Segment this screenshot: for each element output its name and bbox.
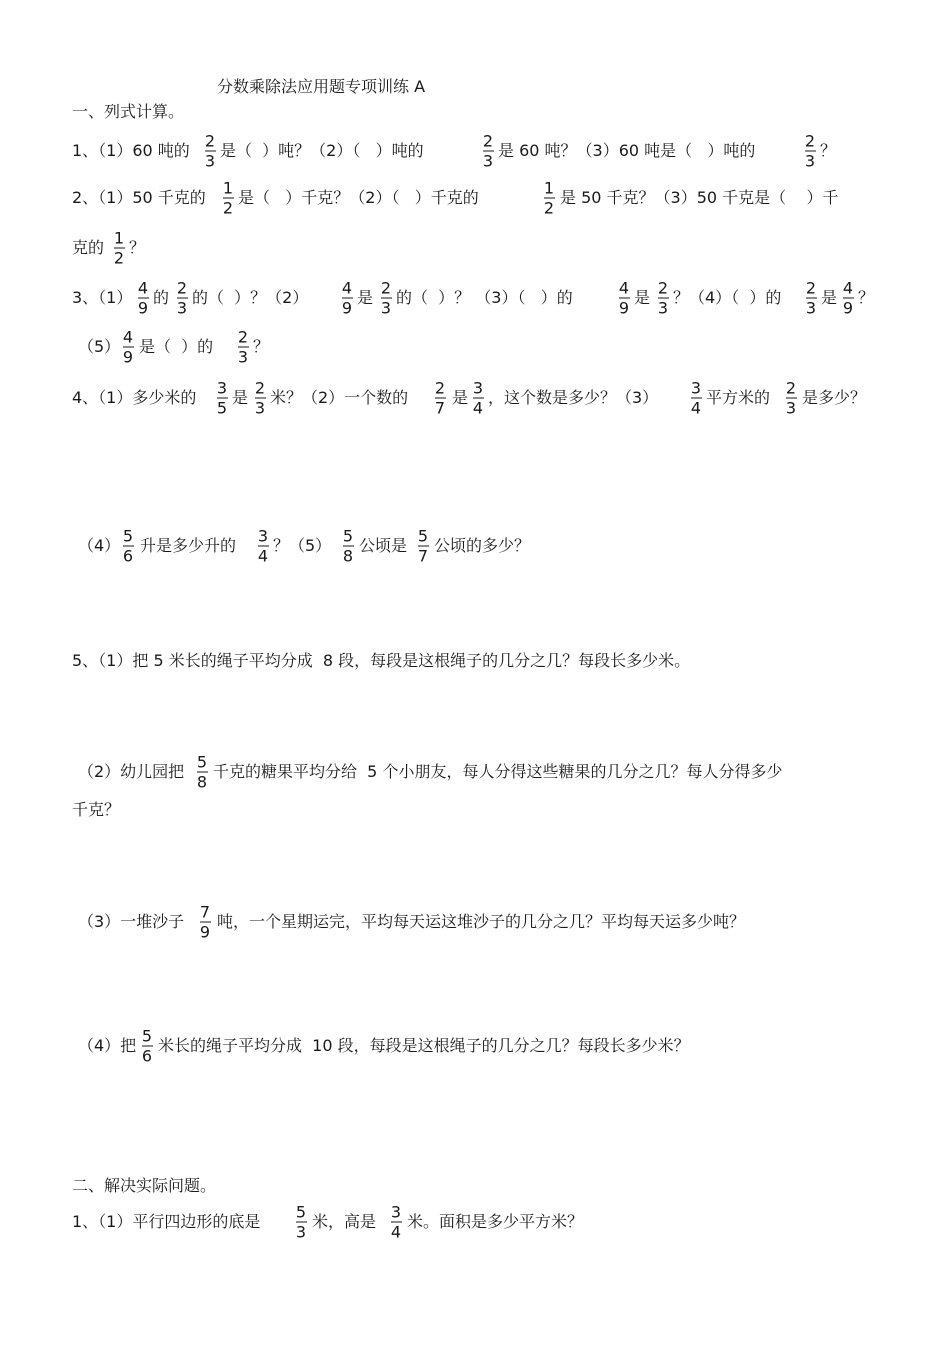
fraction-number: 9 xyxy=(122,347,134,367)
question-text: 是 60 吨？（3）60 吨是（ ）吨的 xyxy=(498,141,756,160)
question-text: ？（5） xyxy=(273,536,332,555)
fraction xyxy=(203,133,217,170)
fraction-number: 4 xyxy=(341,278,353,298)
question-text: 的（ ）？ （3）（ ）的 xyxy=(396,288,573,307)
question-text: 公顷的多少？ xyxy=(434,536,531,555)
question-text: 千克的糖果平均分给 5 个小朋友，每人分得这些糖果的几分之几？每人分得多少 xyxy=(213,762,783,781)
question-text: 米，高是 xyxy=(312,1212,377,1231)
fraction xyxy=(841,280,855,317)
fraction-number: 3 xyxy=(657,298,669,318)
question-text: 是（ ）千克？（2）（ ）千克的 xyxy=(238,188,479,207)
question-text: 米？（2）一个数的 xyxy=(270,388,409,407)
question-text: ？ xyxy=(253,337,270,356)
fraction-number: 8 xyxy=(342,546,354,566)
fraction xyxy=(471,380,485,417)
fraction xyxy=(542,180,556,217)
fraction-number: 4 xyxy=(618,278,630,298)
fraction-number: 3 xyxy=(472,378,484,398)
fraction-number: 2 xyxy=(204,131,216,151)
fraction-number: 1 xyxy=(222,178,234,198)
fraction-number: 3 xyxy=(804,151,816,171)
question-text: ？ xyxy=(129,238,146,257)
fraction xyxy=(215,380,229,417)
fraction-number: 2 xyxy=(434,378,446,398)
question-5-part-1 xyxy=(0,641,950,681)
problem-1 xyxy=(0,1202,950,1242)
fraction-number: 2 xyxy=(380,278,392,298)
fraction-number: 3 xyxy=(482,151,494,171)
fraction-number: 7 xyxy=(199,902,211,922)
fraction-number: 5 xyxy=(122,526,134,546)
fraction-number: 4 xyxy=(257,546,269,566)
fraction-number: 2 xyxy=(176,278,188,298)
fraction xyxy=(481,133,495,170)
question-text: 是 50 千克？（3）50 千克是（ ）千 xyxy=(560,188,839,207)
fraction xyxy=(198,904,212,941)
question-4 xyxy=(0,378,950,418)
section-heading: 一、列式计算。 xyxy=(72,102,185,121)
fraction-number: 3 xyxy=(380,298,392,318)
question-text: （2）幼儿园把 xyxy=(78,762,185,781)
question-text: （4）把 xyxy=(78,1036,137,1055)
fraction xyxy=(617,280,631,317)
question-text: 是 xyxy=(634,288,651,307)
question-text: 千克？ xyxy=(72,800,121,819)
question-text: ？（4）（ ）的 xyxy=(673,288,782,307)
fraction xyxy=(112,230,126,267)
question-1 xyxy=(0,131,950,171)
fraction xyxy=(689,380,703,417)
fraction xyxy=(656,280,670,317)
fraction-number: 5 xyxy=(216,398,228,418)
fraction-number: 2 xyxy=(222,198,234,218)
fraction-number: 5 xyxy=(196,752,208,772)
fraction xyxy=(253,380,267,417)
page-title: 分数乘除法应用题专项训练 A xyxy=(217,77,426,96)
fraction-number: 2 xyxy=(113,248,125,268)
section1-heading-line xyxy=(0,92,950,132)
fraction xyxy=(121,528,135,565)
fraction-number: 2 xyxy=(805,278,817,298)
fraction-number: 3 xyxy=(785,398,797,418)
fraction-number: 4 xyxy=(690,398,702,418)
question-text: 是（ ）吨？（2）（ ）吨的 xyxy=(220,141,424,160)
fraction-number: 2 xyxy=(657,278,669,298)
question-text: 2、（1）50 千克的 xyxy=(72,188,206,207)
question-text: 克的 xyxy=(72,238,105,257)
fraction xyxy=(433,380,447,417)
fraction xyxy=(236,329,250,366)
question-text: 1、（1）60 吨的 xyxy=(72,141,190,160)
question-text: （4） xyxy=(78,536,121,555)
fraction-number: 3 xyxy=(176,298,188,318)
fraction-number: 9 xyxy=(137,298,149,318)
question-5-part-3 xyxy=(0,902,950,942)
question-text: 的 xyxy=(153,288,170,307)
fraction-number: 2 xyxy=(237,327,249,347)
question-text: ？ xyxy=(820,141,837,160)
fraction-number: 4 xyxy=(390,1222,402,1242)
fraction-number: 3 xyxy=(295,1222,307,1242)
question-5-part-4 xyxy=(0,1026,950,1066)
fraction-number: 2 xyxy=(804,131,816,151)
question-text: 是 xyxy=(452,388,469,407)
fraction xyxy=(256,528,270,565)
fraction xyxy=(136,280,150,317)
question-4-continued xyxy=(0,526,950,566)
fraction xyxy=(379,280,393,317)
fraction-number: 5 xyxy=(295,1202,307,1222)
question-text: 是 xyxy=(232,388,249,407)
fraction-number: 4 xyxy=(137,278,149,298)
question-text: 1、（1）平行四边形的底是 xyxy=(72,1212,261,1231)
question-text: 米长的绳子平均分成 10 段，每段是这根绳子的几分之几？每段长多少米？ xyxy=(158,1036,690,1055)
question-text: 3、（1） xyxy=(72,288,133,307)
question-2 xyxy=(0,178,950,218)
fraction-number: 5 xyxy=(417,526,429,546)
fraction-number: 9 xyxy=(618,298,630,318)
question-text: ？ xyxy=(858,288,875,307)
fraction xyxy=(784,380,798,417)
question-text: 吨，一个星期运完，平均每天运这堆沙子的几分之几？平均每天运多少吨？ xyxy=(217,912,746,931)
question-text: 的（ ）？（2） xyxy=(192,288,309,307)
section2-heading-line xyxy=(0,1166,950,1206)
fraction-number: 3 xyxy=(204,151,216,171)
question-text: （5） xyxy=(78,337,121,356)
fraction-number: 3 xyxy=(690,378,702,398)
fraction-number: 3 xyxy=(254,398,266,418)
fraction-number: 2 xyxy=(482,131,494,151)
question-2-continued xyxy=(0,228,950,268)
fraction xyxy=(804,280,818,317)
fraction-number: 6 xyxy=(141,1046,153,1066)
fraction-number: 6 xyxy=(122,546,134,566)
fraction xyxy=(340,280,354,317)
fraction-number: 2 xyxy=(254,378,266,398)
fraction-number: 7 xyxy=(434,398,446,418)
question-text: 米。面积是多少平方米？ xyxy=(407,1212,584,1231)
fraction-number: 8 xyxy=(196,772,208,792)
question-5-part-2 xyxy=(0,752,950,792)
fraction-number: 3 xyxy=(216,378,228,398)
fraction-number: 1 xyxy=(113,228,125,248)
fraction-number: 4 xyxy=(122,327,134,347)
question-text: 4、（1）多少米的 xyxy=(72,388,197,407)
question-text: 公顷是 xyxy=(359,536,408,555)
question-text: 升是多少升的 xyxy=(140,536,237,555)
question-text: 是多少？ xyxy=(802,388,867,407)
fraction-number: 9 xyxy=(341,298,353,318)
fraction-number: 1 xyxy=(543,178,555,198)
question-5-part-2-continued xyxy=(0,790,950,830)
fraction-number: 9 xyxy=(842,298,854,318)
question-text: 是（ ）的 xyxy=(139,337,214,356)
question-3-continued xyxy=(0,327,950,367)
fraction xyxy=(221,180,235,217)
fraction-number: 2 xyxy=(785,378,797,398)
fraction-number: 3 xyxy=(390,1202,402,1222)
fraction-number: 7 xyxy=(417,546,429,566)
fraction-number: 3 xyxy=(237,347,249,367)
fraction xyxy=(195,754,209,791)
question-text: 5、（1）把 5 米长的绳子平均分成 8 段，每段是这根绳子的几分之几？每段长多少米。 xyxy=(72,651,691,670)
question-3 xyxy=(0,278,950,318)
question-text: ，这个数是多少？（3） xyxy=(488,388,659,407)
section-heading: 二、解决实际问题。 xyxy=(72,1176,217,1195)
fraction-number: 3 xyxy=(805,298,817,318)
fraction-number: 4 xyxy=(842,278,854,298)
fraction xyxy=(389,1204,403,1241)
fraction-number: 9 xyxy=(199,922,211,942)
fraction xyxy=(294,1204,308,1241)
question-text: （3）一堆沙子 xyxy=(78,912,185,931)
fraction-number: 3 xyxy=(257,526,269,546)
fraction xyxy=(341,528,355,565)
fraction-number: 4 xyxy=(472,398,484,418)
fraction xyxy=(416,528,430,565)
question-text: 是 xyxy=(357,288,374,307)
question-text: 平方米的 xyxy=(706,388,771,407)
fraction-number: 5 xyxy=(342,526,354,546)
fraction-number: 2 xyxy=(543,198,555,218)
fraction xyxy=(121,329,135,366)
fraction-number: 5 xyxy=(141,1026,153,1046)
fraction xyxy=(803,133,817,170)
question-text: 是 xyxy=(821,288,838,307)
fraction xyxy=(140,1028,154,1065)
fraction xyxy=(175,280,189,317)
